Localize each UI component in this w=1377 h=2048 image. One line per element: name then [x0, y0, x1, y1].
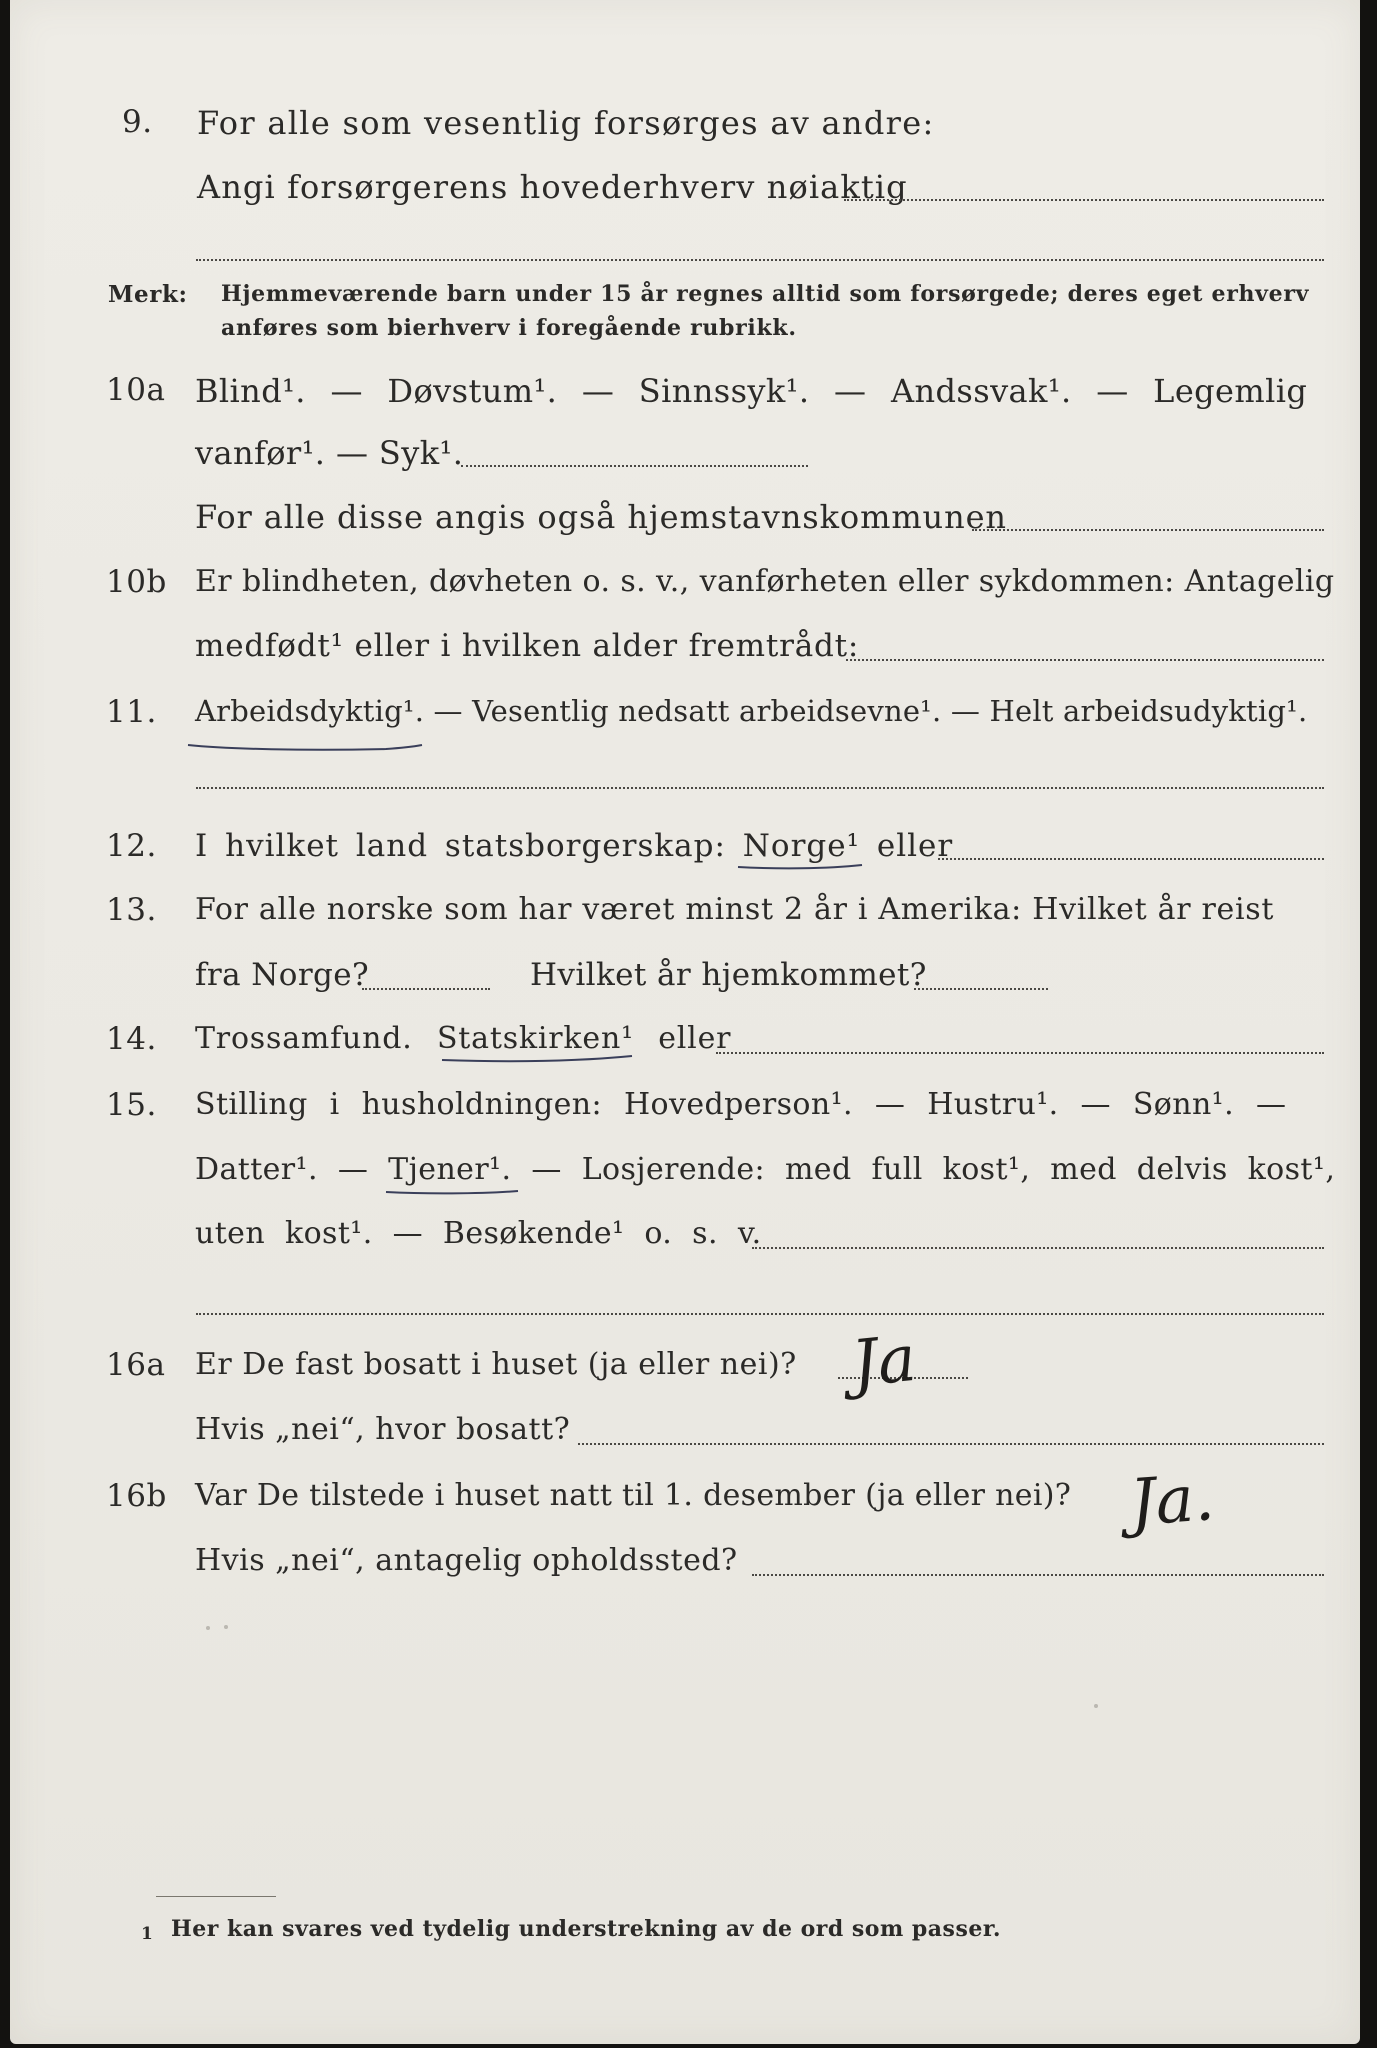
q10a-hometown: For alle disse angis også hjemstavnskommunen — [195, 498, 1007, 536]
q9-answer-line[interactable] — [844, 199, 1324, 201]
q11-row — [10, 694, 1360, 738]
q16b-subquestion: Hvis „nei“, antagelig opholdssted? — [195, 1543, 738, 1578]
merk-row-2 — [10, 315, 1360, 349]
merk-row-1 — [10, 281, 1360, 315]
q9-number: 9. — [122, 104, 153, 140]
q10b-row-2 — [10, 628, 1360, 672]
q12-number: 12. — [106, 828, 157, 864]
q13-right-line[interactable] — [914, 988, 1048, 990]
q16a-row-2 — [10, 1412, 1360, 1456]
q10b-age-line[interactable] — [846, 659, 1324, 661]
merk-text-1: Hjemmeværende barn under 15 år regnes alltid som forsørgede; deres eget erhverv — [221, 281, 1310, 307]
paper-speck — [224, 1625, 228, 1629]
q15-row-2 — [10, 1152, 1360, 1196]
q10a-row-1 — [10, 372, 1360, 416]
q16b-row-2 — [10, 1543, 1360, 1587]
q10b-row-1 — [10, 564, 1360, 608]
q15-subquestion-2: uten kost¹. — Besøkende¹ o. s. v. — [195, 1216, 762, 1251]
q16a-question: Er De fast bosatt i huset (ja eller nei)? — [195, 1347, 797, 1382]
q9-answer-line-2[interactable] — [196, 259, 1324, 261]
q16b-where-line[interactable] — [752, 1574, 1324, 1576]
q10a-sick-line[interactable] — [461, 465, 808, 467]
q16a-subquestion: Hvis „nei“, hvor bosatt? — [195, 1412, 571, 1447]
q16a-row-1 — [10, 1347, 1360, 1391]
q10a-question: Blind¹. — Døvstum¹. — Sinnssyk¹. — Andssvak¹. — Legemlig — [195, 372, 1308, 410]
q11-answer-line[interactable] — [196, 787, 1324, 789]
q16a-number: 16a — [106, 1347, 166, 1383]
q15-number: 15. — [106, 1087, 157, 1123]
q10b-question: Er blindheten, døvheten o. s. v., vanførheten eller sykdommen: Antagelig — [195, 564, 1335, 599]
tjener-underline-mark — [384, 1184, 522, 1200]
arbeidsdyktig-underline-mark — [186, 733, 426, 755]
q10b-number: 10b — [106, 564, 167, 600]
paper-speck — [206, 1626, 210, 1630]
q14-question: Trossamfund. Statskirken¹ eller — [195, 1021, 732, 1056]
q14-number: 14. — [106, 1021, 157, 1057]
merk-label: Merk: — [108, 281, 188, 308]
q16a-handwritten-answer: Ja — [848, 1321, 920, 1403]
q11-question: Arbeidsdyktig¹. — Vesentlig nedsatt arbeidsevne¹. — Helt arbeidsudyktig¹. — [195, 694, 1308, 728]
q13-row-2 — [10, 957, 1360, 1001]
q10b-subquestion: medfødt¹ eller i hvilken alder fremtrådt: — [195, 628, 860, 664]
paper-speck — [1094, 1704, 1098, 1708]
q15-question: Stilling i husholdningen: Hovedperson¹. — Hustru¹. — Sønn¹. — — [195, 1087, 1287, 1122]
q12-answer-line[interactable] — [938, 858, 1324, 860]
q9-question: For alle som vesentlig forsørges av andre: — [197, 104, 935, 142]
q16b-question: Var De tilstede i huset natt til 1. desember (ja eller nei)? — [195, 1478, 1072, 1513]
q15-answer-line-2[interactable] — [196, 1313, 1324, 1315]
q15-subquestion: Datter¹. — Tjener¹. — Losjerende: med full kost¹, med delvis kost¹, — [195, 1152, 1336, 1187]
q10a-hometown-line[interactable] — [972, 529, 1324, 531]
q16b-handwritten-answer: Ja. — [1127, 1461, 1217, 1541]
q16b-number: 16b — [106, 1478, 167, 1514]
q12-row — [10, 828, 1360, 872]
merk-text-2: anføres som bierhverv i foregående rubrikk. — [221, 315, 797, 341]
q15-row-1 — [10, 1087, 1360, 1131]
footnote-text: Her kan svares ved tydelig understrekning av de ord som passer. — [171, 1916, 1002, 1942]
q15-answer-line[interactable] — [752, 1247, 1324, 1249]
q15-row-3 — [10, 1216, 1360, 1260]
q16a-where-line[interactable] — [578, 1443, 1324, 1445]
q13-number: 13. — [106, 892, 157, 928]
q14-answer-line[interactable] — [716, 1052, 1324, 1054]
q14-row — [10, 1021, 1360, 1065]
q9-subquestion: Angi forsørgerens hovederhverv nøiaktig — [197, 168, 908, 206]
census-form-page — [10, 0, 1360, 2044]
q13-left-line[interactable] — [362, 988, 490, 990]
q10a-number: 10a — [106, 372, 166, 408]
q10a-row-2 — [10, 434, 1360, 478]
q10a-subquestion: vanfør¹. — Syk¹. — [195, 434, 464, 472]
q9-row-2 — [10, 168, 1360, 212]
q11-number: 11. — [106, 694, 157, 730]
q13-right-label: Hvilket år hjemkommet? — [530, 957, 927, 993]
q13-left-label: fra Norge? — [195, 957, 370, 993]
footnote-rule — [156, 1896, 276, 1897]
statskirken-underline-mark — [440, 1050, 636, 1070]
q13-row-1 — [10, 892, 1360, 936]
q13-question: For alle norske som har været minst 2 år i Amerika: Hvilket år reist — [195, 892, 1275, 927]
footnote-mark: 1 — [141, 1924, 153, 1944]
q10a-row-3 — [10, 498, 1360, 542]
q12-question: I hvilket land statsborgerskap: Norge¹ eller — [195, 828, 954, 864]
q9-row-1 — [10, 104, 1360, 148]
norge-underline-mark — [736, 859, 866, 875]
